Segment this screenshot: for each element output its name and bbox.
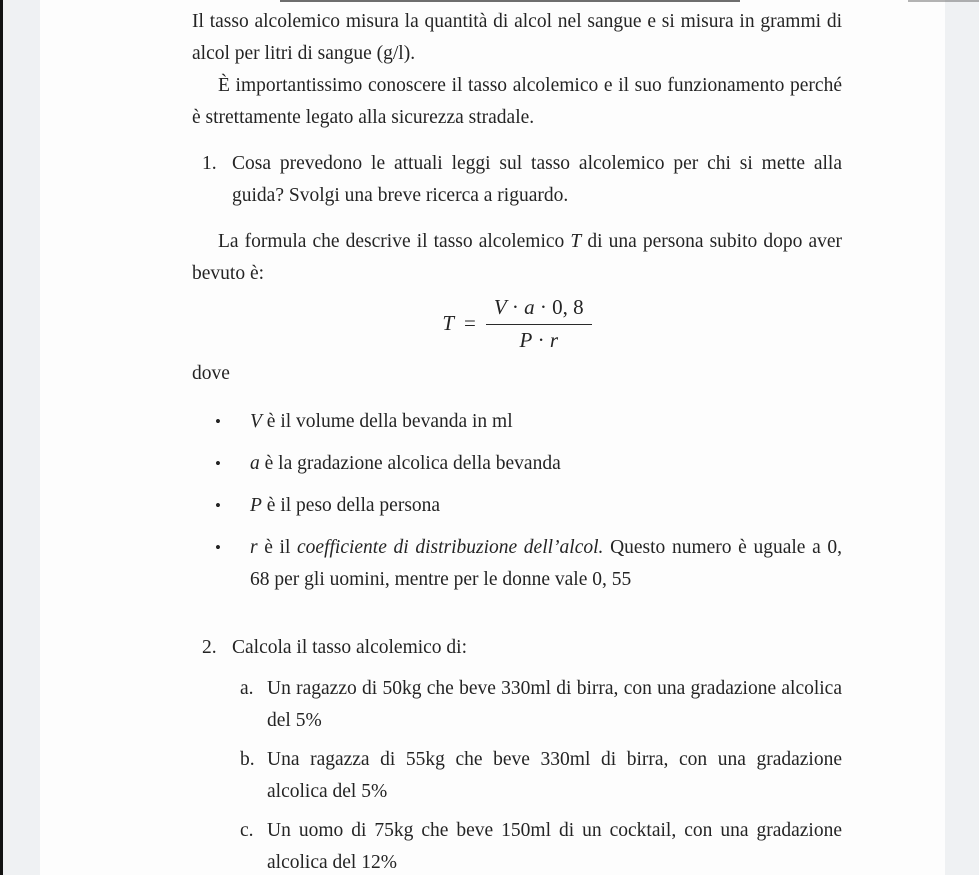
num-dot-1: · xyxy=(511,295,519,320)
bullet-desc-pre: è il xyxy=(257,537,298,558)
numbered-item-2 xyxy=(192,632,842,664)
exercise-sub-list xyxy=(192,673,842,875)
bullet-marker: • xyxy=(215,496,221,515)
bullet-text xyxy=(250,532,842,596)
intro-paragraph-1: Il tasso alcolemico misura la quantità di alcol nel sangue e si misura in grammi di alcol per litri di sangue (g/l). xyxy=(192,11,842,64)
bullet-var-P: P xyxy=(250,495,262,516)
den-dot: · xyxy=(537,327,545,352)
formula-fraction xyxy=(486,296,592,351)
formula-numerator xyxy=(486,296,592,323)
bullet-italic-phrase: coefficiente di distribuzione dell’alcol. xyxy=(297,537,604,558)
num-dot-2: · xyxy=(539,295,547,320)
num-var-a: a xyxy=(524,295,535,320)
bullet-item-a xyxy=(192,448,842,480)
formula-equals: = xyxy=(464,311,476,336)
variables-bullet-list xyxy=(192,406,842,596)
bullet-marker: • xyxy=(215,412,221,431)
formula-denominator xyxy=(486,324,592,352)
bullet-text xyxy=(250,448,842,480)
num-const: 0, 8 xyxy=(552,295,584,320)
sub-item-c xyxy=(192,815,842,875)
formula-lhs: T xyxy=(442,311,454,336)
item-2-text: Calcola il tasso alcolemico di: xyxy=(232,637,468,658)
bullet-var-V: V xyxy=(250,411,262,432)
formula-intro-paragraph xyxy=(192,226,842,290)
bullet-desc-post: Questo numero è uguale a 0, 68 per gli uomini, mentre per le donne vale 0, 55 xyxy=(250,537,842,590)
item-1-text: Cosa prevedono le attuali leggi sul tasso alcolemico per chi si mette alla guida? Svolgi una breve ricerca a riguardo. xyxy=(232,153,842,206)
sub-item-c-marker: c. xyxy=(240,820,254,841)
sub-item-c-text: Un uomo di 75kg che beve 150ml di un cocktail, con una gradazione alcolica del 12% xyxy=(267,820,842,873)
bullet-marker: • xyxy=(215,538,221,557)
sub-item-a xyxy=(192,673,842,737)
sub-item-a-marker: a. xyxy=(240,678,254,699)
numbered-item-1 xyxy=(192,148,842,212)
sub-item-b-marker: b. xyxy=(240,749,255,770)
item-1-marker: 1. xyxy=(202,153,217,174)
bullet-item-r xyxy=(192,532,842,596)
cutoff-text-fragment xyxy=(280,0,740,2)
formula-block xyxy=(192,292,842,356)
document-content xyxy=(192,6,842,875)
bullet-var-a: a xyxy=(250,453,260,474)
bullet-marker: • xyxy=(215,454,221,473)
formula-intro-var-T: T xyxy=(570,231,582,252)
bullet-desc: è la gradazione alcolica della bevanda xyxy=(259,453,561,474)
formula-intro-pre: La formula che descrive il tasso alcolemico xyxy=(218,231,571,252)
bullet-text xyxy=(250,406,842,438)
bullet-desc: è il peso della persona xyxy=(261,495,441,516)
den-var-P: P xyxy=(519,327,533,352)
bullet-desc: è il volume della bevanda in ml xyxy=(261,411,513,432)
dove-label: dove xyxy=(192,363,230,384)
item-2-marker: 2. xyxy=(202,637,217,658)
sub-item-a-text: Un ragazzo di 50kg che beve 330ml di birra, con una gradazione alcolica del 5% xyxy=(267,678,842,731)
sub-item-b-text: Una ragazza di 55kg che beve 330ml di birra, con una gradazione alcolica del 5% xyxy=(267,749,842,802)
bullet-item-V xyxy=(192,406,842,438)
num-var-V: V xyxy=(493,295,507,320)
document-page xyxy=(40,0,945,875)
cutoff-text-fragment xyxy=(908,0,979,2)
bullet-item-P xyxy=(192,490,842,522)
den-var-r: r xyxy=(549,327,559,352)
bullet-text xyxy=(250,490,842,522)
left-edge-strip xyxy=(0,0,3,875)
sub-item-b xyxy=(192,744,842,808)
intro-paragraph-2: È importantissimo conoscere il tasso alcolemico e il suo funzionamento perché è strettamente legato alla sicurezza stradale. xyxy=(192,75,842,128)
bullet-var-r: r xyxy=(250,537,258,558)
formula-intro-post: di una persona subito dopo aver bevuto è: xyxy=(192,231,842,284)
